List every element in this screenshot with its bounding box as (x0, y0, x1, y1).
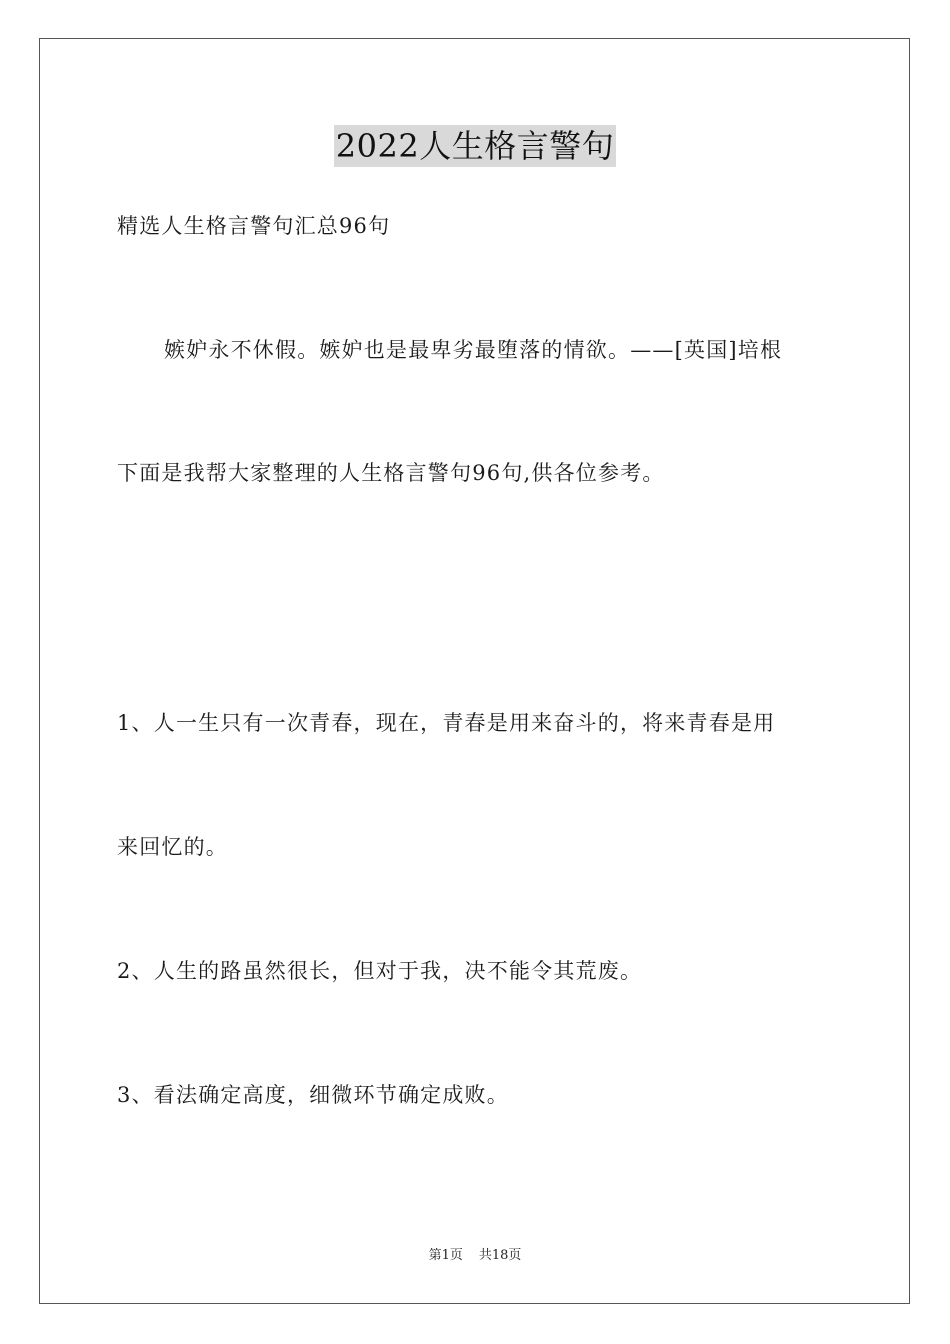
quote-item-2: 2、人生的路虽然很长，但对于我，决不能令其荒废。 (117, 959, 643, 983)
subtitle-line: 精选人生格言警句汇总96句 (117, 214, 391, 238)
quote-item-1-line-1: 1、人一生只有一次青春，现在，青春是用来奋斗的，将来青春是用 (117, 711, 776, 735)
quote-item-3: 3、看法确定高度，细微环节确定成败。 (117, 1083, 509, 1107)
intro-line: 下面是我帮大家整理的人生格言警句96句,供各位参考。 (117, 461, 665, 485)
title-container (0, 125, 950, 167)
quote-item-1-line-2: 来回忆的。 (117, 835, 228, 859)
page-footer (0, 1247, 950, 1265)
document-title: 2022人生格言警句 (335, 127, 615, 165)
quote-line: 嫉妒永不休假。嫉妒也是最卑劣最堕落的情欲。——[英国]培根 (164, 338, 783, 362)
page-total: 共18页 (478, 1248, 522, 1263)
page-number: 第1页 (428, 1248, 463, 1263)
